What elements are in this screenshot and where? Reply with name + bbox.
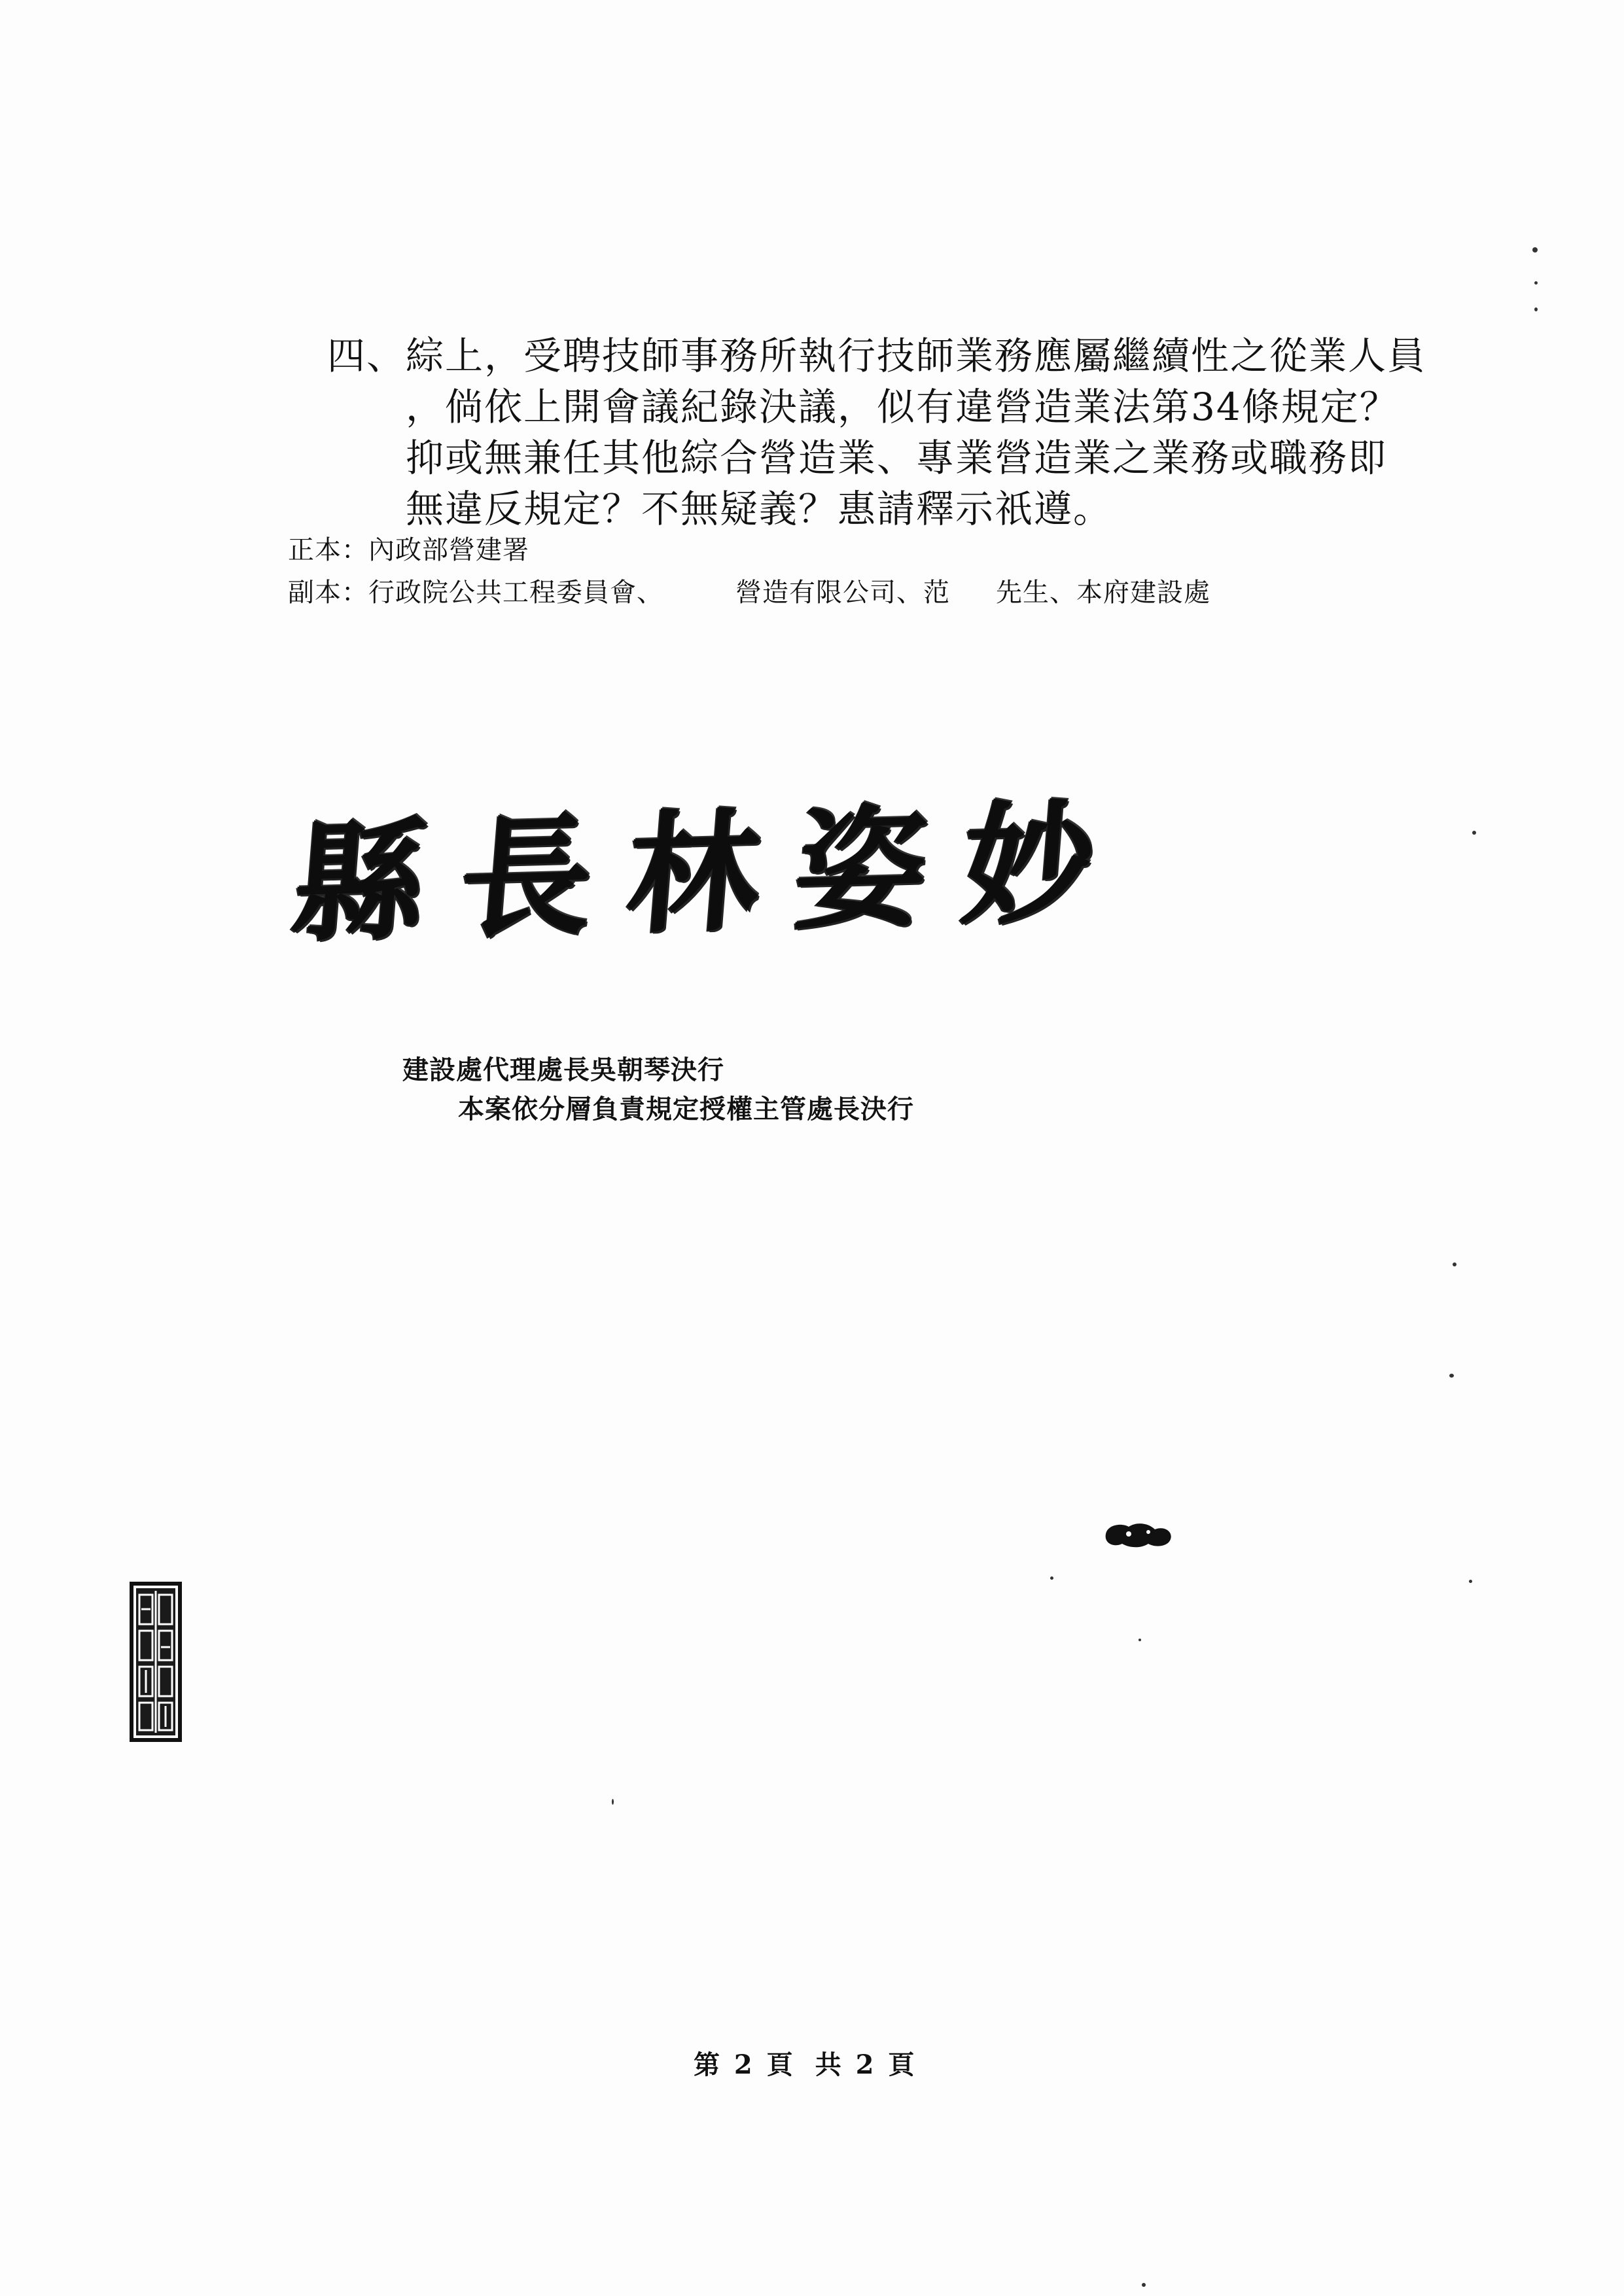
scan-speck xyxy=(1534,307,1538,311)
scan-speck xyxy=(1139,1639,1141,1641)
body-paragraph xyxy=(327,330,1472,534)
page-total: 共 2 頁 xyxy=(815,2049,917,2080)
distribution-primary: 正本：內政部營建署 xyxy=(288,535,529,565)
scan-speck xyxy=(1142,2283,1146,2287)
paragraph-line: 抑或無兼任其他綜合營造業、專業營造業之業務或職務即 xyxy=(406,436,1388,480)
signature-text: 縣長林姿妙 xyxy=(287,785,1136,961)
scan-speck xyxy=(612,1799,614,1805)
scan-speck xyxy=(1453,1262,1456,1266)
ink-blot-icon xyxy=(1103,1518,1174,1550)
page-number xyxy=(694,2044,917,2081)
handwritten-signature xyxy=(287,785,1145,961)
scan-speck xyxy=(1050,1576,1053,1580)
paragraph-line: ，倘依上開會議紀錄決議，似有違營造業法第34條規定？ xyxy=(406,385,1399,429)
paragraph-line: 四、綜上，受聘技師事務所執行技師業務應屬繼續性之從業人員 xyxy=(327,334,1427,378)
scan-speck xyxy=(1472,831,1476,835)
delegation-line: 本案依分層負責規定授權主管處長決行 xyxy=(458,1094,914,1124)
copy-recipient-1: 副本：行政院公共工程委員會、 xyxy=(288,578,663,608)
page-current: 第 2 頁 xyxy=(694,2049,796,2080)
scan-speck xyxy=(1534,281,1538,285)
paragraph-line: 無違反規定？不無疑義？惠請釋示祇遵。 xyxy=(406,487,1113,531)
scan-speck xyxy=(1532,247,1538,252)
distribution-copy xyxy=(288,576,1400,610)
copy-recipient-3: 先生、本府建設處 xyxy=(996,578,1210,608)
scan-speck xyxy=(1469,1580,1472,1583)
official-seal-icon xyxy=(130,1582,182,1742)
scan-speck xyxy=(1449,1374,1454,1378)
copy-recipient-2: 營造有限公司、范 xyxy=(735,578,950,608)
delegation-line: 建設處代理處長吳朝琴決行 xyxy=(402,1054,724,1085)
